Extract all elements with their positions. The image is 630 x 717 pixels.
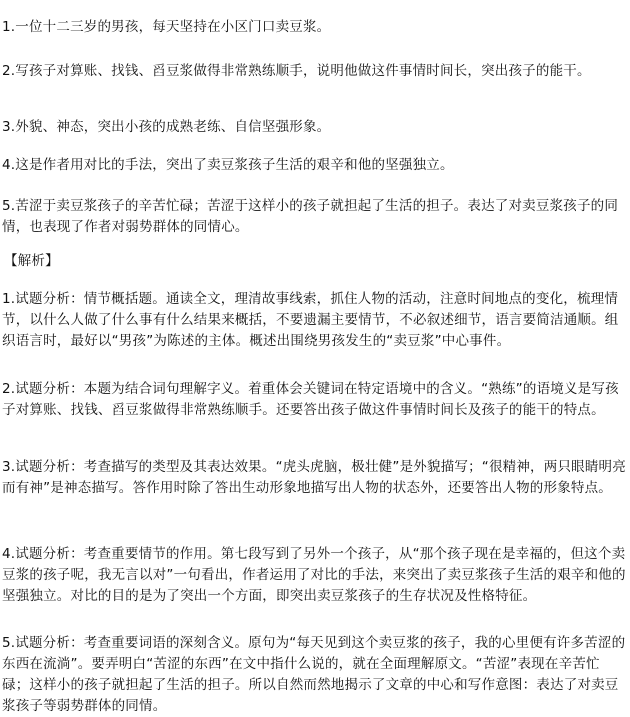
analysis-2: 2.试题分析：本题为结合词句理解字义。着重体会关键词在特定语境中的含义。“熟练”的语境义是写孩子对算账、找钱、舀豆浆做得非常熟练顺手。还要答出孩子做这件事情时间长及孩子的能干的特点。 <box>2 381 619 418</box>
answer-4: 4.这是作者用对比的手法，突出了卖豆浆孩子生活的艰辛和他的坚强独立。 <box>2 157 454 173</box>
answer-2: 2.写孩子对算账、找钱、舀豆浆做得非常熟练顺手，说明他做这件事情时间长，突出孩子的能干。 <box>2 63 591 79</box>
analysis-3: 3.试题分析：考查描写的类型及其表达效果。“虎头虎脑，极壮健”是外貌描写；“很精神，两只眼睛明亮而有神”是神态描写。答作用时除了答出生动形象地描写出人物的状态外，还要答出人物的形象特点。 <box>2 459 626 496</box>
answer-5: 5.苦涩于卖豆浆孩子的辛苦忙碌；苦涩于这样小的孩子就担起了生活的担子。表达了对卖豆浆孩子的同情，也表现了作者对弱势群体的同情心。 <box>2 198 619 235</box>
analysis-4: 4.试题分析：考查重要情节的作用。第七段写到了另外一个孩子，从“那个孩子现在是幸福的，但这个卖豆浆的孩子呢，我无言以对”一句看出，作者运用了对比的手法，来突出了卖豆浆孩子生活的艰辛和他的坚强独立。对比的目的是为了突出一个方面，即突出卖豆浆孩子的生存状况及性格特征。 <box>2 546 626 604</box>
analysis-header: 【解析】 <box>4 253 59 269</box>
analysis-1: 1.试题分析：情节概括题。通读全文，理清故事线索，抓住人物的活动，注意时间地点的变化，梳理情节，以什么人做了什么事有什么结果来概括，不要遗漏主要情节，不必叙述细节，语言要简洁通顺。组织语言时，最好以“男孩”为陈述的主体。概述出围绕男孩发生的“卖豆浆”中心事件。 <box>2 291 619 349</box>
answer-3: 3.外貌、神态，突出小孩的成熟老练、自信坚强形象。 <box>2 119 331 135</box>
analysis-5: 5.试题分析：考查重要词语的深刻含义。原句为“每天见到这个卖豆浆的孩子，我的心里便有许多苦涩的东西在流淌”。要弄明白“苦涩的东西”在文中指什么说的，就在全面理解原文。“苦涩”表现在辛苦忙碌；这样小的孩子就担起了生活的担子。所以自然而然地揭示了文章的中心和写作意图：表达了对卖豆浆孩子等弱势群体的同情。 <box>2 635 626 714</box>
answer-1: 1.一位十二三岁的男孩，每天坚持在小区门口卖豆浆。 <box>2 19 331 35</box>
